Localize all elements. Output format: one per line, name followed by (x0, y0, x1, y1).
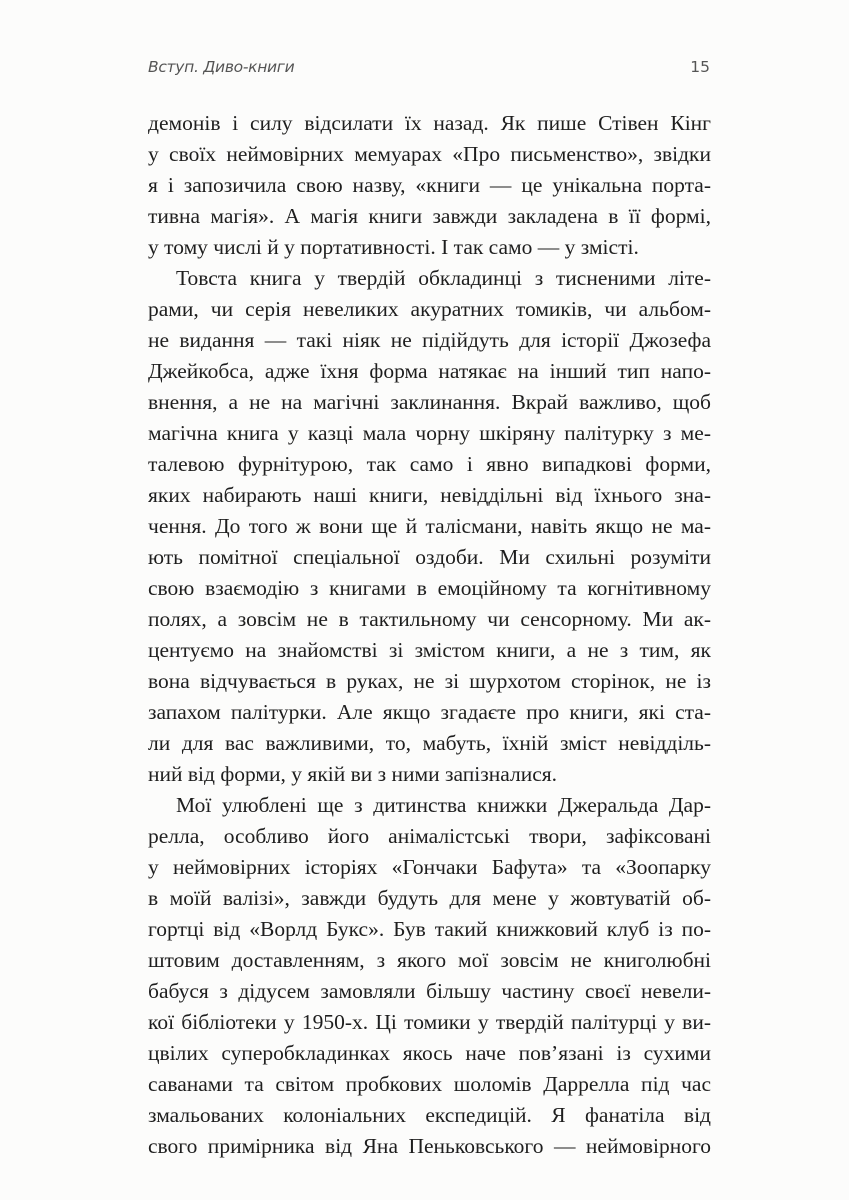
text-line: Товста книга у твердій обкладинці з тисненими літе- (176, 266, 711, 290)
text-line: ють помітної спеціальної оздоби. Ми схильні розуміти (148, 545, 711, 569)
text-line: тивна магія». А магія книги завжди закладена в її формі, (148, 204, 711, 228)
text-line: яких набирають наші книги, невіддільні від їхнього зна- (148, 483, 711, 507)
text-line: не видання — такі ніяк не підійдуть для історії Джозефа (148, 328, 711, 352)
text-line: я і запозичила свою назву, «книги — це унікальна порта- (148, 173, 711, 197)
text-line: запахом палітурки. Але якщо згадаєте про книги, які ста- (148, 700, 711, 724)
text-line: Джейкобса, адже їхня форма натякає на інший тип напо- (148, 359, 711, 383)
paragraph (148, 263, 711, 790)
text-line: гортці від «Ворлд Букс». Був такий книжковий клуб із по- (148, 917, 711, 941)
text-line: свого примірника від Яна Пеньковського — неймовірного (148, 1134, 711, 1158)
text-line: змальованих колоніальних експедицій. Я фанатіла від (148, 1103, 711, 1127)
text-line: штовим доставленням, з якого мої зовсім не книголюбні (148, 948, 711, 972)
body-text (148, 108, 711, 1162)
text-line: чення. До того ж вони ще й талісмани, навіть якщо не ма- (148, 514, 711, 538)
text-line: бабуся з дідусем замовляли більшу частину своєї невели- (148, 979, 711, 1003)
page-number: 15 (690, 58, 710, 76)
running-title: Вступ. Диво-книги (148, 58, 295, 76)
text-line: рами, чи серія невеликих акуратних томиків, чи альбом- (148, 297, 711, 321)
text-line: ли для вас важливими, то, мабуть, їхній зміст невідділь- (148, 731, 711, 755)
text-line: у тому числі й у портативності. І так само — у змісті. (148, 235, 639, 259)
text-line: в моїй валізі», завжди будуть для мене у жовтуватій об- (148, 886, 711, 910)
text-line: кої бібліотеки у 1950-х. Ці томики у твердій палітурці у ви- (148, 1010, 711, 1034)
text-line: полях, а зовсім не в тактильному чи сенсорному. Ми ак- (148, 607, 711, 631)
text-line: демонів і силу відсилати їх назад. Як пише Стівен Кінг (148, 111, 711, 135)
text-line: саванами та світом пробкових шоломів Даррелла під час (148, 1072, 711, 1096)
text-line: свою взаємодію з книгами в емоційному та когнітивному (148, 576, 711, 600)
text-line: Мої улюблені ще з дитинства книжки Джеральда Дар- (176, 793, 711, 817)
text-line: ний від форми, у якій ви з ними запізналися. (148, 762, 558, 786)
text-line: центуємо на знайомстві зі змістом книги, а не з тим, як (148, 638, 711, 662)
text-line: вона відчувається в руках, не зі шурхотом сторінок, не із (148, 669, 711, 693)
paragraph (148, 108, 711, 263)
text-line: цвілих суперобкладинках якось наче пов’язані із сухими (148, 1041, 711, 1065)
text-line: у неймовірних історіях «Гончаки Бафута» та «Зоопарку (148, 855, 711, 879)
running-head (148, 58, 710, 84)
paragraph (148, 790, 711, 1162)
text-line: талевою фурнітурою, так само і явно випадкові форми, (148, 452, 711, 476)
text-line: у своїх неймовірних мемуарах «Про письменство», звідки (148, 142, 711, 166)
text-line: магічна книга у казці мала чорну шкіряну палітурку з ме- (148, 421, 711, 445)
text-line: релла, особливо його анімалістські твори, зафіксовані (148, 824, 711, 848)
text-line: внення, а не на магічні заклинання. Вкрай важливо, щоб (148, 390, 711, 414)
